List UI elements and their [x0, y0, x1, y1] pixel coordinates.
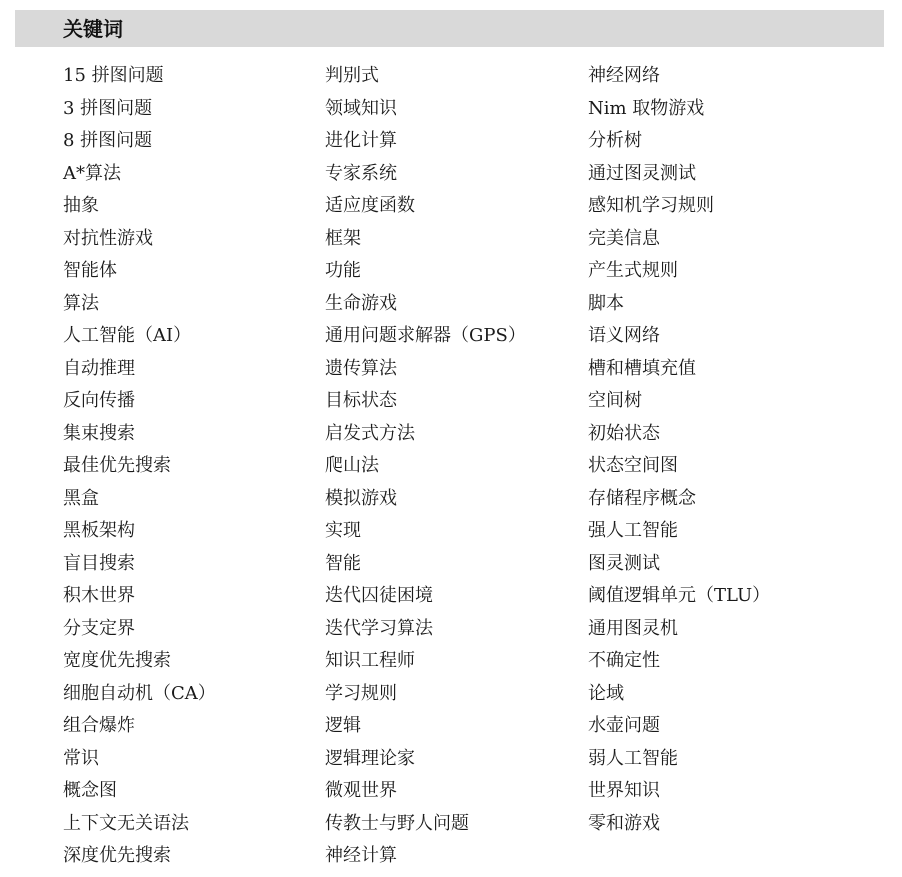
keyword-item: 逻辑理论家	[325, 747, 415, 769]
keyword-item: 积木世界	[63, 585, 135, 606]
keyword-item: 常识	[63, 747, 99, 769]
keyword-item: 组合爆炸	[63, 715, 135, 736]
keyword-item: 分支定界	[63, 617, 135, 639]
keyword-item: 初始状态	[588, 422, 660, 444]
keyword-item: 感知机学习规则	[588, 195, 714, 216]
keyword-item: 水壶问题	[588, 715, 660, 736]
keyword-item: 智能体	[63, 260, 117, 281]
keyword-item: 生命游戏	[325, 292, 397, 314]
keyword-item: Nim 取物游戏	[588, 97, 705, 119]
keyword-item: 爬山法	[325, 455, 379, 476]
keyword-item: 智能	[325, 552, 361, 574]
keyword-item: 通过图灵测试	[588, 162, 696, 184]
keyword-item: 细胞自动机（CA）	[63, 682, 216, 704]
keyword-item: 空间树	[588, 390, 642, 411]
keyword-item: 适应度函数	[325, 195, 415, 216]
keyword-item: 功能	[325, 260, 361, 281]
keyword-item: 算法	[63, 292, 99, 314]
keyword-item: 存储程序概念	[588, 487, 696, 509]
keyword-item: 概念图	[63, 780, 117, 801]
keyword-item: 启发式方法	[325, 422, 415, 444]
keyword-item: 深度优先搜索	[63, 845, 171, 866]
keyword-item: 通用图灵机	[588, 617, 678, 639]
keyword-item: 进化计算	[325, 130, 397, 151]
keyword-item: 集束搜索	[63, 422, 135, 444]
keyword-item: 传教士与野人问题	[325, 812, 469, 834]
keyword-item: 迭代学习算法	[325, 617, 433, 639]
keyword-item: 15 拼图问题	[63, 65, 164, 86]
keyword-item: 最佳优先搜索	[63, 455, 171, 476]
keyword-item: 实现	[325, 520, 361, 541]
keyword-item: 黑板架构	[63, 520, 135, 541]
keyword-item: 模拟游戏	[325, 487, 397, 509]
keyword-item: 框架	[325, 227, 361, 249]
keyword-item: 遗传算法	[325, 357, 397, 379]
keyword-item: 知识工程师	[325, 650, 415, 671]
keyword-item: 对抗性游戏	[63, 227, 153, 249]
keyword-item: 完美信息	[588, 227, 660, 249]
keyword-item: 零和游戏	[588, 812, 660, 834]
keyword-item: 神经网络	[588, 65, 660, 86]
keyword-column-1	[63, 60, 303, 873]
keyword-item: 神经计算	[325, 845, 397, 866]
section-header	[15, 10, 884, 47]
keyword-column-3	[588, 60, 888, 840]
keyword-item: 学习规则	[325, 682, 397, 704]
keyword-item: 领域知识	[325, 97, 397, 119]
keyword-item: 图灵测试	[588, 552, 660, 574]
keyword-item: A*算法	[63, 162, 121, 184]
keyword-item: 不确定性	[588, 650, 660, 671]
keyword-item: 人工智能（AI）	[63, 325, 192, 346]
keyword-item: 判别式	[325, 65, 379, 86]
keyword-item: 目标状态	[325, 390, 397, 411]
keyword-item: 语义网络	[588, 325, 660, 346]
keyword-item: 产生式规则	[588, 260, 678, 281]
keyword-item: 微观世界	[325, 780, 397, 801]
keyword-item: 8 拼图问题	[63, 130, 153, 151]
keyword-item: 3 拼图问题	[63, 97, 153, 119]
keyword-item: 迭代囚徒困境	[325, 585, 433, 606]
keyword-item: 弱人工智能	[588, 747, 678, 769]
keyword-item: 自动推理	[63, 357, 135, 379]
keyword-item: 黑盒	[63, 487, 99, 509]
keyword-item: 脚本	[588, 292, 624, 314]
keyword-item: 盲目搜索	[63, 552, 135, 574]
keyword-column-2	[325, 60, 575, 873]
keyword-item: 状态空间图	[588, 455, 678, 476]
keyword-item: 上下文无关语法	[63, 812, 189, 834]
keyword-item: 阈值逻辑单元（TLU）	[588, 585, 771, 606]
keyword-item: 槽和槽填充值	[588, 357, 696, 379]
section-title: 关键词	[63, 17, 123, 41]
keyword-item: 强人工智能	[588, 520, 678, 541]
keyword-item: 专家系统	[325, 162, 397, 184]
keyword-item: 世界知识	[588, 780, 660, 801]
keyword-item: 抽象	[63, 195, 99, 216]
keyword-item: 反向传播	[63, 390, 135, 411]
keyword-item: 逻辑	[325, 715, 361, 736]
keyword-item: 分析树	[588, 130, 642, 151]
keyword-item: 宽度优先搜索	[63, 650, 171, 671]
keyword-item: 论域	[588, 682, 624, 704]
keyword-item: 通用问题求解器（GPS）	[325, 325, 526, 346]
